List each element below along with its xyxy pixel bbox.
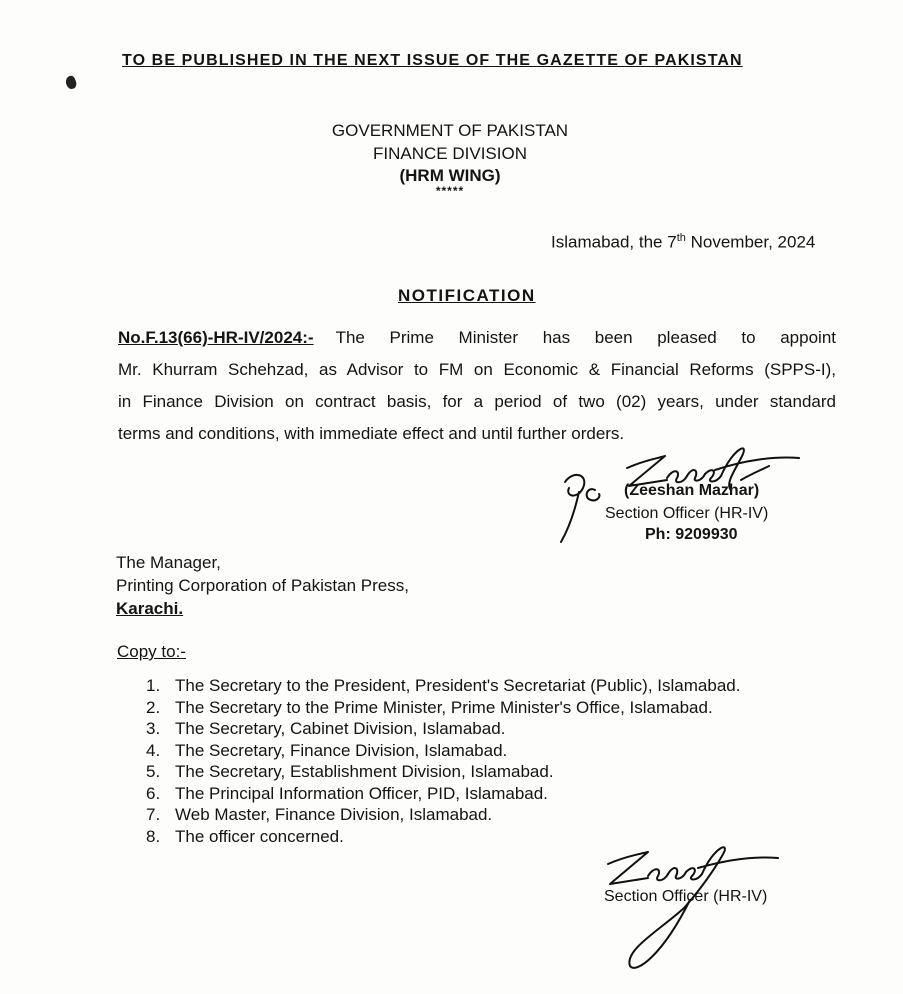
list-item-text: The officer concerned. <box>175 826 344 846</box>
list-item-text: The Secretary to the Prime Minister, Prime Minister's Office, Islamabad. <box>175 697 713 717</box>
list-item-number: 1. <box>146 676 161 695</box>
body-line-3: in Finance Division on contract basis, for a period of two (02) years, under standard <box>118 392 836 411</box>
addressee-city: Karachi. <box>116 599 184 618</box>
list-item-text: The Principal Information Officer, PID, Islamabad. <box>175 783 548 803</box>
list-item-text: The Secretary, Finance Division, Islamabad. <box>175 740 508 760</box>
notification-reference: No.F.13(66)-HR-IV/2024:- <box>118 328 314 347</box>
list-item-number: 6. <box>146 783 161 803</box>
list-item <box>146 762 740 784</box>
list-item <box>146 676 740 698</box>
list-item-number: 7. <box>146 805 161 824</box>
list-item-number: 8. <box>146 826 161 846</box>
signatory-designation: Section Officer (HR-IV) <box>605 505 769 522</box>
list-item <box>146 741 740 763</box>
signatory-phone: Ph: 9209930 <box>645 526 738 543</box>
list-item-text: The Secretary, Cabinet Division, Islamabad. <box>175 719 506 738</box>
addressee-line-2: Printing Corporation of Pakistan Press, <box>116 576 409 595</box>
date-rest: November, 2024 <box>685 232 816 252</box>
body-line-4: terms and conditions, with immediate effect and until further orders. <box>118 424 625 443</box>
list-item-number: 4. <box>146 740 161 760</box>
issue-date <box>551 232 815 253</box>
gazette-publication-line: TO BE PUBLISHED IN THE NEXT ISSUE OF THE GAZETTE OF PAKISTAN <box>122 52 743 69</box>
list-item-text: Web Master, Finance Division, Islamabad. <box>175 805 493 824</box>
list-item-number: 3. <box>146 719 161 738</box>
list-item-number: 2. <box>146 697 161 717</box>
copy-to-list <box>146 676 740 848</box>
date-ordinal: th <box>676 232 686 244</box>
body-line-1 <box>118 322 836 354</box>
wing-heading: (HRM WING) <box>399 166 501 185</box>
division-heading: FINANCE DIVISION <box>373 144 527 163</box>
footer-signatory-designation: Section Officer (HR-IV) <box>604 888 768 905</box>
body-line-1-text: The Prime Minister has been pleased to appoint <box>335 328 836 347</box>
body-line-2: Mr. Khurram Schehzad, as Advisor to FM on Economic & Financial Reforms (SPPS-I), <box>118 360 836 379</box>
list-item-text: The Secretary to the President, President's Secretariat (Public), Islamabad. <box>175 676 741 695</box>
list-item <box>146 719 740 741</box>
ink-smudge <box>64 75 78 91</box>
signatory-name: (Zeeshan Mazhar) <box>624 482 760 499</box>
copy-to-heading: Copy to:- <box>117 642 186 661</box>
notification-body <box>118 322 836 450</box>
list-item-text: The Secretary, Establishment Division, Islamabad. <box>175 762 554 781</box>
list-item <box>146 784 740 806</box>
list-item <box>146 698 740 720</box>
footer-handwritten-signature <box>600 840 800 975</box>
date-prefix: Islamabad, the 7 <box>551 232 677 252</box>
government-heading: GOVERNMENT OF PAKISTAN <box>331 121 569 140</box>
addressee-line-1: The Manager, <box>116 553 221 572</box>
header-separator: ***** <box>435 184 465 198</box>
list-item <box>146 805 740 827</box>
list-item-number: 5. <box>146 762 161 781</box>
notification-title: NOTIFICATION <box>398 286 536 305</box>
